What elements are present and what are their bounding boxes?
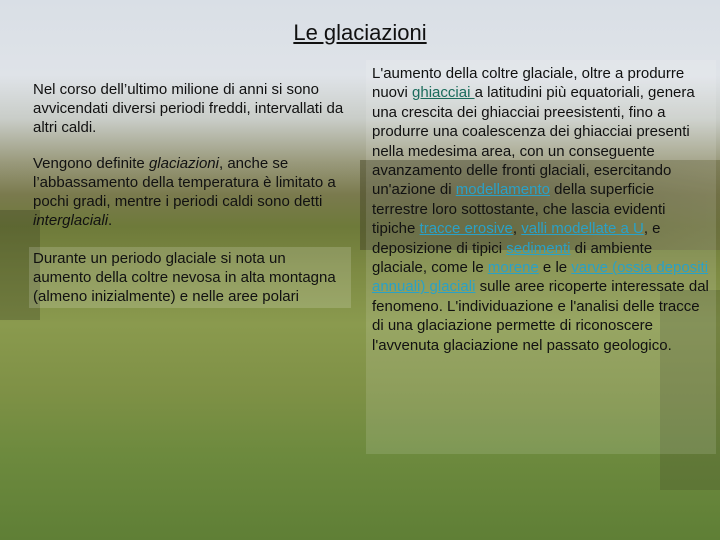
left-column — [33, 80, 351, 325]
p2-text-e: . — [108, 212, 113, 229]
paragraph-1: Nel corso dell’ultimo milione di anni si sono avvicendati diversi periodi freddi, intervallati da altri caldi. — [33, 81, 344, 136]
right-text-7: e le — [538, 259, 572, 277]
paragraph-3: Durante un periodo glaciale si nota un aumento della coltre nevosa in alta montagna (almeno inizialmente) e nelle aree polari — [29, 247, 351, 308]
right-text-3: della superficie terrestre loro sottostante, che lascia evidenti tipiche — [372, 181, 666, 238]
term-interglaciali: interglaciali — [33, 212, 109, 229]
slide-title — [0, 20, 720, 46]
link-varve[interactable]: varve (ossia depositi annuali) glaciali — [372, 259, 709, 296]
link-modellamento[interactable]: modellamento — [455, 181, 550, 199]
term-glaciazioni: glaciazioni — [148, 155, 219, 172]
link-tracce-erosive[interactable]: tracce erosive — [419, 220, 513, 238]
right-text — [366, 60, 716, 355]
right-text-2: a latitudini più equatoriali, genera una crescita dei ghiacciai preesistenti, fino a produrre una coalescenza dei ghiacciai presenti nella medesima area, con un conseguente avanzamento delle fronti glaciali, esercitando un'azione di — [372, 84, 695, 199]
link-valli-modellate[interactable]: valli modellate a U — [521, 220, 644, 238]
right-text-4: , — [512, 220, 522, 238]
right-column — [366, 60, 716, 454]
right-text-1: L'aumento della coltre glaciale, oltre a produrre nuovi — [372, 65, 685, 102]
right-text-6: di ambiente glaciale, come le — [372, 239, 653, 277]
right-text-8: sulle aree ricoperte interessate dal fenomeno. L'individuazione e l'analisi delle tracce di una glaciazione permette di riconoscere l'avvenuta glaciazione nel passato geologico. — [372, 278, 709, 354]
link-morene[interactable]: morene — [487, 259, 539, 277]
right-text-5: , e deposizione di tipici — [372, 220, 661, 257]
p2-text-a: Vengono definite — [33, 155, 149, 172]
slide-title-text: Le glaciazioni — [293, 20, 427, 45]
paragraph-2 — [33, 154, 351, 230]
link-sedimenti[interactable]: sedimenti — [506, 239, 571, 257]
p2-text-c: , anche se l’abbassamento della temperatura è limitato a pochi gradi, mentre i periodi caldi sono detti — [33, 155, 336, 210]
link-ghiacciai[interactable]: ghiacciai — [412, 84, 475, 102]
